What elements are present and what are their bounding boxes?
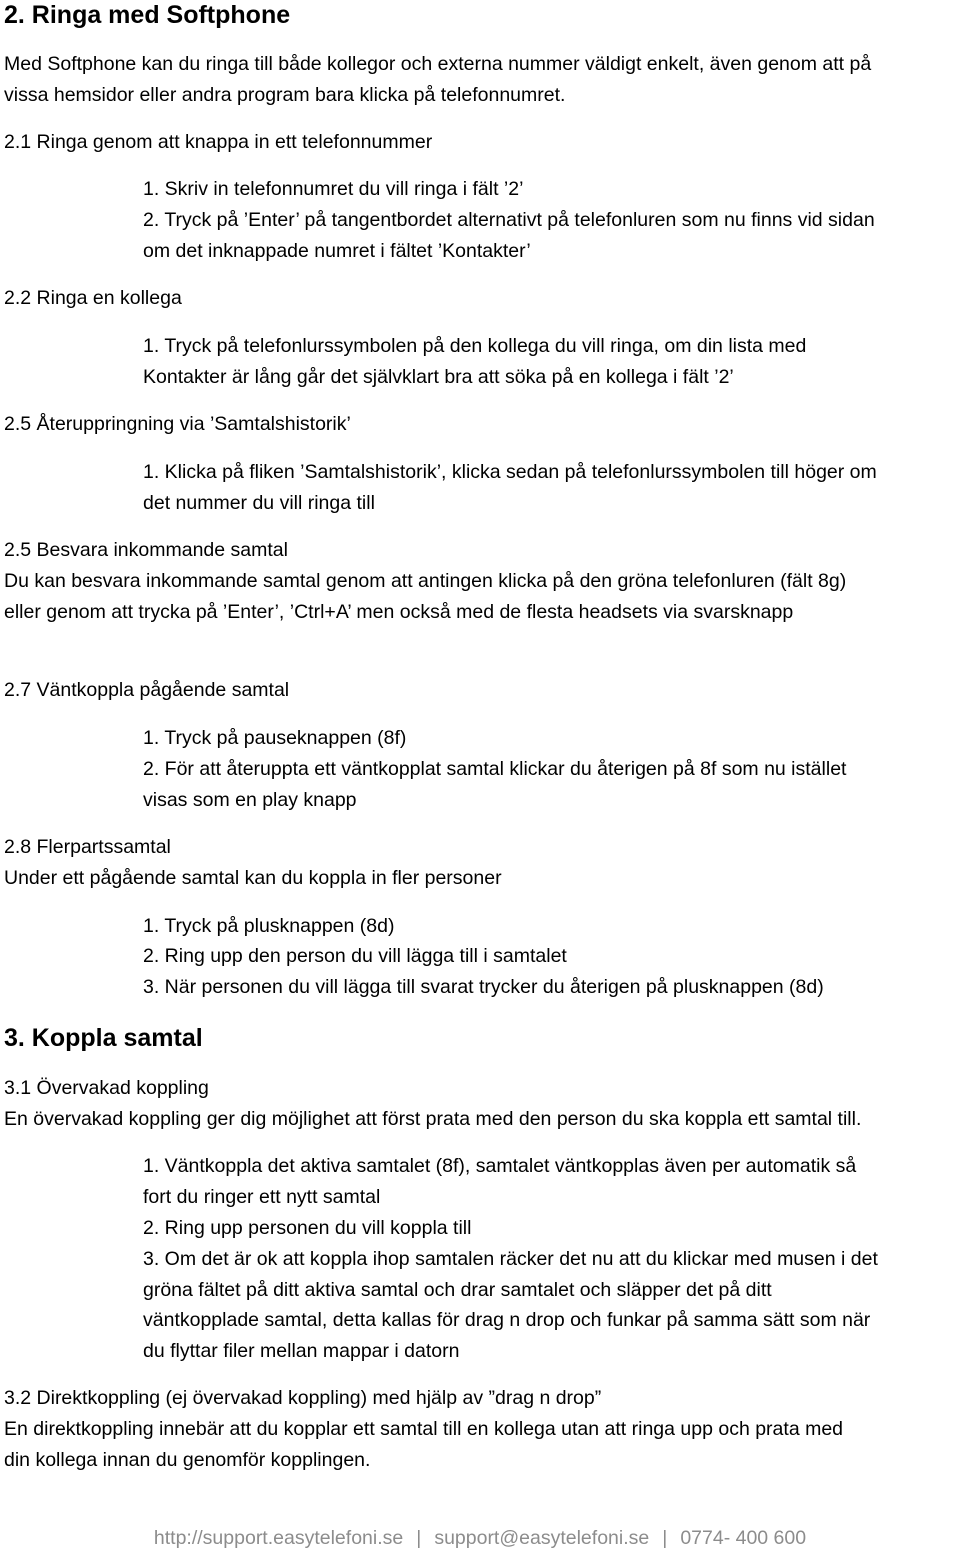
subsection-2-8-title: 2.8 Flerpartssamtal [4,836,171,858]
step-2-2-1-line-1: 1. Tryck på telefonlurssymbolen på den kollega du vill ringa, om din lista med [143,335,807,357]
step-3-1-3-line-4: du flyttar filer mellan mappar i datorn [143,1340,460,1362]
subsection-3-2-line-2: din kollega innan du genomför kopplingen. [4,1449,371,1471]
section-3-heading: 3. Koppla samtal [4,1024,203,1052]
subsection-2-5-answer-line-2: eller genom att trycka på ’Enter’, ’Ctrl+A’ men också med de flesta headsets via svarsknapp [4,601,794,623]
subsection-2-7-title: 2.7 Väntkoppla pågående samtal [4,679,290,701]
subsection-2-2-title: 2.2 Ringa en kollega [4,287,182,309]
footer-phone: 0774- 400 600 [680,1527,807,1549]
step-2-8-2: 2. Ring upp den person du vill lägga till i samtalet [143,945,567,967]
step-2-1-2-line-2: om det inknappade numret i fältet ’Kontakter’ [143,240,531,262]
step-3-1-1-line-1: 1. Väntkoppla det aktiva samtalet (8f), samtalet väntkopplas även per automatik så [143,1155,857,1177]
step-2-8-1: 1. Tryck på plusknappen (8d) [143,915,395,937]
subsection-2-5-callback-title: 2.5 Återuppringning via ’Samtalshistorik’ [4,413,351,435]
step-3-1-3-line-2: gröna fältet på ditt aktiva samtal och drar samtalet och släpper det på ditt [143,1279,772,1301]
step-3-1-3-line-3: väntkopplade samtal, detta kallas för drag n drop och funkar på samma sätt som när [143,1309,871,1331]
subsection-2-5-answer-line-1: Du kan besvara inkommande samtal genom att antingen klicka på den gröna telefonluren (fält 8g) [4,570,847,592]
footer-separator: | [662,1527,668,1549]
subsection-3-2-line-1: En direktkoppling innebär att du kopplar ett samtal till en kollega utan att ringa upp och prata med [4,1418,844,1440]
step-2-2-1-line-2: Kontakter är lång går det självklart bra att söka på en kollega i fält ’2’ [143,366,734,388]
step-3-1-1-line-2: fort du ringer ett nytt samtal [143,1186,381,1208]
subsection-2-1-title: 2.1 Ringa genom att knappa in ett telefonnummer [4,131,433,153]
step-2-7-2-line-1: 2. För att återuppta ett väntkopplat samtal klickar du återigen på 8f som nu istället [143,758,847,780]
step-2-1-2-line-1: 2. Tryck på ’Enter’ på tangentbordet alternativt på telefonluren som nu finns vid sidan [143,209,875,231]
step-2-7-1: 1. Tryck på pauseknappen (8f) [143,727,407,749]
step-2-5-1-line-2: det nummer du vill ringa till [143,492,375,514]
footer-email-link[interactable]: support@easytelefoni.se [434,1527,650,1549]
subsection-3-1-title: 3.1 Övervakad koppling [4,1077,209,1099]
subsection-3-2-title: 3.2 Direktkoppling (ej övervakad koppling) med hjälp av ”drag n drop” [4,1387,602,1409]
footer-separator: | [416,1527,422,1549]
step-2-5-1-line-1: 1. Klicka på fliken ’Samtalshistorik’, klicka sedan på telefonlurssymbolen till höger om [143,461,877,483]
step-2-8-3: 3. När personen du vill lägga till svarat trycker du återigen på plusknappen (8d) [143,976,824,998]
step-2-7-2-line-2: visas som en play knapp [143,789,357,811]
section-2-heading: 2. Ringa med Softphone [4,1,291,29]
step-2-1-1: 1. Skriv in telefonnumret du vill ringa i fält ’2’ [143,178,524,200]
subsection-2-5-answer-title: 2.5 Besvara inkommande samtal [4,539,288,561]
step-3-1-3-line-1: 3. Om det är ok att koppla ihop samtalen räcker det nu att du klickar med musen i det [143,1248,878,1270]
step-3-1-2: 2. Ring upp personen du vill koppla till [143,1217,472,1239]
subsection-2-8-intro: Under ett pågående samtal kan du koppla in fler personer [4,867,502,889]
section-2-intro-line-1: Med Softphone kan du ringa till både kollegor och externa nummer väldigt enkelt, även genom att på [4,53,872,75]
section-2-intro-line-2: vissa hemsidor eller andra program bara klicka på telefonnumret. [4,84,566,106]
footer-website-link[interactable]: http://support.easytelefoni.se [153,1527,404,1549]
page-footer [0,1524,960,1552]
subsection-3-1-intro: En övervakad koppling ger dig möjlighet att först prata med den person du ska koppla ett samtal till. [4,1108,862,1130]
